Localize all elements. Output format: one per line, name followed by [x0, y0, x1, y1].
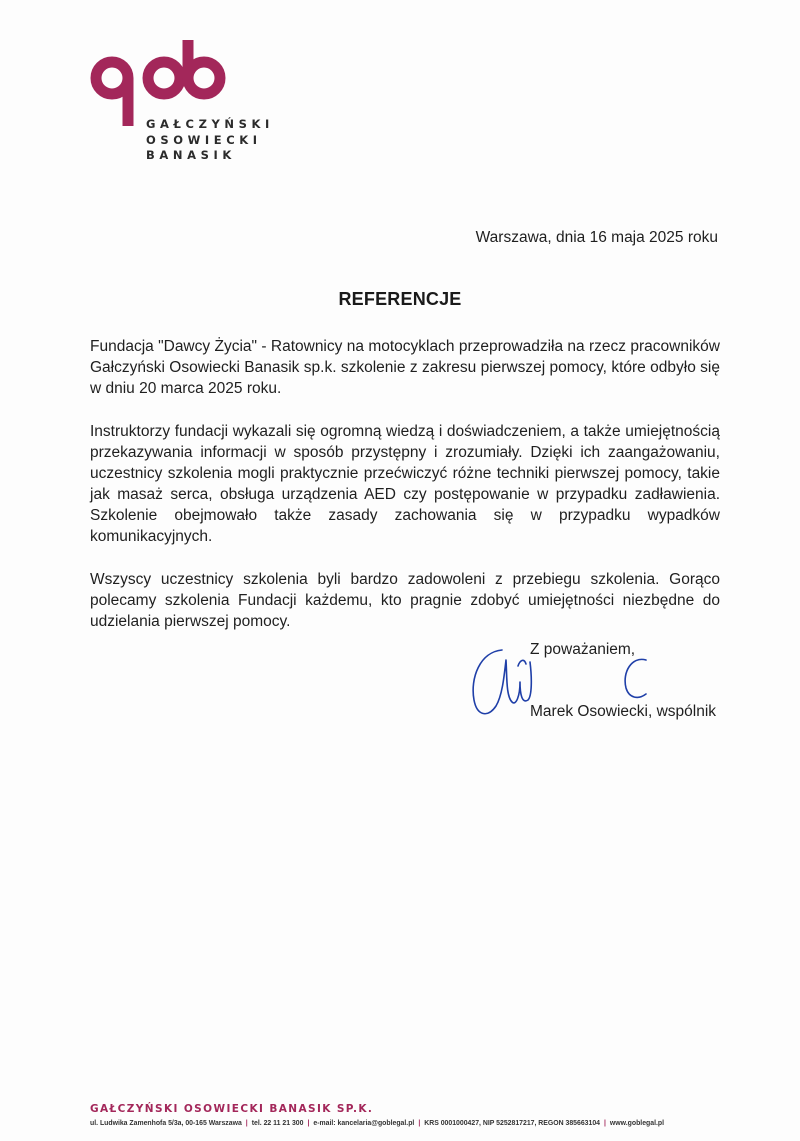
signer-name: Marek Osowiecki, wspólnik: [530, 703, 717, 720]
footer-separator: |: [603, 1120, 606, 1127]
letter-date: Warszawa, dnia 16 maja 2025 roku: [475, 229, 718, 246]
logo-line-2: OSOWIECKI: [146, 132, 262, 147]
footer-firm-name: GAŁCZYŃSKI OSOWIECKI BANASIK SP.K.: [90, 1103, 374, 1115]
letter-body: [90, 336, 720, 654]
paragraph-1: Fundacja "Dawcy Życia" - Ratownicy na motocyklach przeprowadziła na rzecz pracowników Gałczyński Osowiecki Banasik sp.k. szkolenie z zakresu pierwszej pomocy, które odbyło się w dniu 20 marca 2025 roku.: [90, 338, 720, 397]
footer-separator: |: [245, 1120, 248, 1127]
firm-logo: [90, 38, 300, 168]
footer-website: www.goblegal.pl: [609, 1120, 665, 1127]
paragraph-3: Wszyscy uczestnicy szkolenia byli bardzo zadowoleni z przebiegu szkolenia. Gorąco polecamy szkolenia Fundacji każdemu, kto pragnie zdobyć umiejętności niezbędne do udzielania pierwszej pomocy.: [90, 571, 720, 630]
letter-title: REFERENCJE: [338, 289, 462, 309]
footer-registry: KRS 0001000427, NIP 5252817217, REGON 385663104: [424, 1120, 600, 1127]
footer-address: ul. Ludwika Zamenhofa 5/3a, 00-165 Warszawa: [90, 1120, 242, 1127]
footer-separator: |: [307, 1120, 310, 1127]
footer-email: e-mail: kancelaria@goblegal.pl: [313, 1120, 415, 1127]
logo-line-3: BANASIK: [146, 148, 236, 162]
logo-wordmark: [146, 117, 274, 164]
logo-line-1: GAŁCZYŃSKI: [146, 117, 274, 131]
footer-contact-info: [90, 1120, 664, 1127]
footer-separator: |: [418, 1120, 421, 1127]
letter-closing: Z poważaniem,: [530, 641, 636, 658]
footer-phone: tel. 22 11 21 300: [251, 1120, 304, 1127]
paragraph-2: Instruktorzy fundacji wykazali się ogromną wiedzą i doświadczeniem, a także umiejętnością przekazywania informacji w sposób przystępny i zrozumiały. Dzięki ich zaangażowaniu, uczestnicy szkolenia mogli praktycznie przećwiczyć różne techniki pierwszej pomocy, takie jak masaż serca, obsługa urządzenia AED czy postępowanie w przypadku zadławienia. Szkolenie obejmowało także zasady zachowania się w przypadku wypadków komunikacyjnych.: [90, 423, 720, 545]
